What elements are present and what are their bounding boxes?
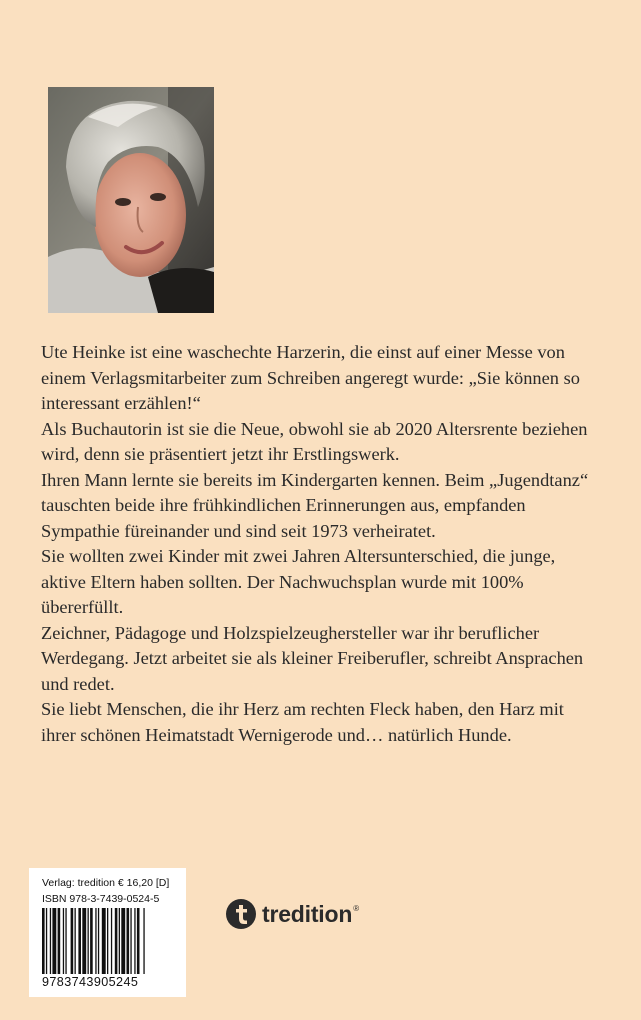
barcode-digits: 9783743905245 bbox=[42, 975, 139, 989]
bio-paragraph: Ihren Mann lernte sie bereits im Kindergarten kennen. Beim „Jugendtanz“ tauschten beide ihre frühkindlichen Erinnerungen aus, empfanden Sympathie füreinander und sind seit 1973 verheiratet. bbox=[41, 469, 589, 541]
bio-paragraph: Ute Heinke ist eine waschechte Harzerin, die einst auf einer Messe von einem Verlagsmitarbeiter zum Schreiben angeregt wurde: „Sie können so interessant erzählen!“ bbox=[41, 342, 580, 413]
bio-paragraph: Als Buchautorin ist sie die Neue, obwohl sie ab 2020 Altersrente beziehen wird, denn sie präsentiert jetzt ihr Erstlingswerk. bbox=[41, 418, 588, 464]
bio-paragraph: Zeichner, Pädagoge und Holzspielzeughersteller war ihr beruflicher Werdegang. Jetzt arbeitet sie als kleiner Freiberufler, schreibt Ansprachen und redet. bbox=[41, 622, 584, 694]
isbn-text: ISBN 978-3-7439-0524-5 bbox=[42, 893, 160, 905]
publisher-price-text: Verlag: tredition € 16,20 [D] bbox=[42, 877, 170, 889]
registered-mark: ® bbox=[353, 904, 360, 913]
bio-paragraph: Sie liebt Menschen, die ihr Herz am rechten Fleck haben, den Harz mit ihrer schönen Heimatstadt Wernigerode und… natürlich Hunde. bbox=[41, 699, 564, 745]
bio-paragraph: Sie wollten zwei Kinder mit zwei Jahren Altersunterschied, die junge, aktive Eltern haben sollten. Der Nachwuchsplan wurde mit 100% übererfüllt. bbox=[41, 546, 556, 617]
publisher-logo bbox=[226, 898, 359, 930]
publisher-name: tredition bbox=[262, 900, 353, 927]
author-biography bbox=[41, 340, 601, 748]
barcode-bars bbox=[42, 908, 174, 974]
barcode-label bbox=[29, 868, 186, 997]
author-photo bbox=[48, 87, 214, 313]
tredition-icon bbox=[226, 899, 256, 929]
